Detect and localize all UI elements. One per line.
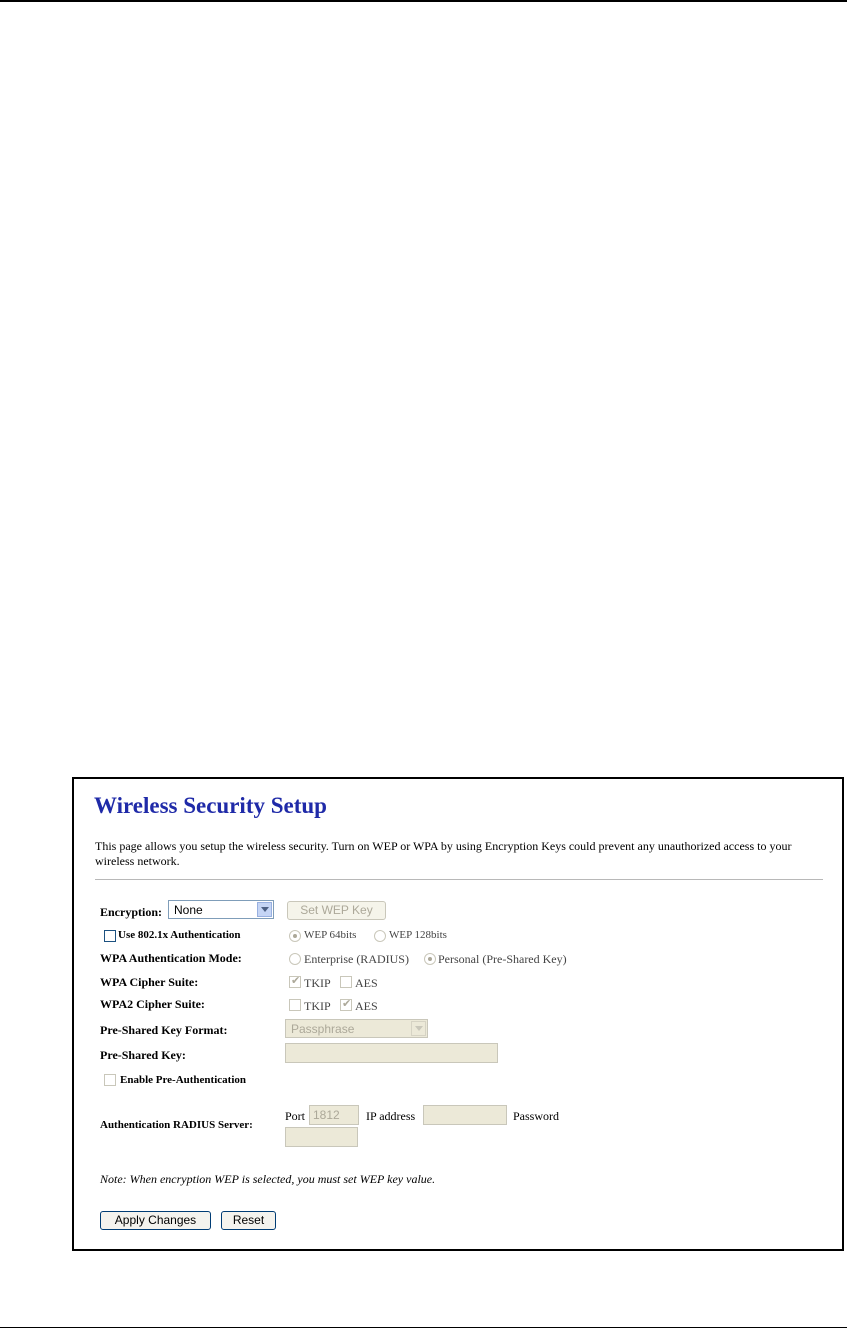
- wpa-enterprise-radio[interactable]: [289, 953, 301, 965]
- radius-port-input[interactable]: 1812: [309, 1105, 359, 1125]
- wpa2-aes-label: AES: [355, 999, 378, 1013]
- page-bottom-rule: [0, 1327, 847, 1328]
- radius-password-input[interactable]: [285, 1127, 358, 1147]
- encryption-select[interactable]: [168, 900, 274, 919]
- page-top-rule: [0, 0, 847, 2]
- wpa-enterprise-label: Enterprise (RADIUS): [304, 952, 409, 966]
- pre-auth-label: Enable Pre-Authentication: [120, 1074, 246, 1086]
- psk-input[interactable]: [285, 1043, 498, 1063]
- radius-password-label: Password: [513, 1109, 560, 1123]
- wpa-aes-checkbox[interactable]: [340, 976, 352, 988]
- encryption-label: Encryption:: [100, 905, 163, 919]
- radius-server-label: Authentication RADIUS Server:: [100, 1119, 253, 1131]
- wpa-tkip-label: TKIP: [304, 976, 331, 990]
- psk-format-select-value: Passphrase: [291, 1022, 355, 1036]
- use-8021x-label: Use 802.1x Authentication: [118, 929, 241, 941]
- wpa-aes-label: AES: [355, 976, 378, 990]
- wpa2-tkip-label: TKIP: [304, 999, 331, 1013]
- set-wep-key-button[interactable]: Set WEP Key: [287, 901, 386, 920]
- wpa-tkip-checkbox[interactable]: ✔: [291, 974, 301, 987]
- wep-note: Note: When encryption WEP is selected, you must set WEP key value.: [100, 1172, 436, 1186]
- page-title: Wireless Security Setup: [94, 793, 327, 818]
- apply-changes-button[interactable]: Apply Changes: [100, 1211, 211, 1230]
- psk-label: Pre-Shared Key:: [100, 1048, 186, 1062]
- psk-format-select[interactable]: [285, 1019, 428, 1038]
- page-description: This page allows you setup the wireless security. Turn on WEP or WPA by using Encryption Keys could prevent any unauthorized access to your wireless network.: [95, 839, 792, 868]
- encryption-select-value: None: [174, 903, 203, 917]
- reset-button[interactable]: Reset: [221, 1211, 276, 1230]
- radius-ip-input[interactable]: [423, 1105, 507, 1125]
- radius-port-label: Port: [285, 1109, 306, 1123]
- psk-format-label: Pre-Shared Key Format:: [100, 1023, 228, 1037]
- wpa-personal-radio[interactable]: [424, 953, 436, 965]
- chevron-down-icon: [411, 1021, 426, 1036]
- wpa2-aes-checkbox[interactable]: ✔: [342, 997, 352, 1010]
- wpa-cipher-label: WPA Cipher Suite:: [100, 975, 199, 989]
- wpa2-tkip-checkbox[interactable]: [289, 999, 301, 1011]
- wpa2-cipher-label: WPA2 Cipher Suite:: [100, 997, 205, 1011]
- wireless-security-panel: [72, 777, 844, 1251]
- use-8021x-checkbox[interactable]: [104, 930, 116, 942]
- wpa-personal-label: Personal (Pre-Shared Key): [438, 952, 567, 966]
- divider: [95, 879, 823, 880]
- wep-64-radio[interactable]: [289, 930, 301, 942]
- wep-64-label: WEP 64bits: [304, 929, 357, 941]
- wpa-auth-mode-label: WPA Authentication Mode:: [100, 951, 242, 965]
- radius-ip-label: IP address: [366, 1109, 416, 1123]
- pre-auth-checkbox[interactable]: [104, 1074, 116, 1086]
- wep-128-radio[interactable]: [374, 930, 386, 942]
- chevron-down-icon: [257, 902, 272, 917]
- wep-128-label: WEP 128bits: [389, 929, 447, 941]
